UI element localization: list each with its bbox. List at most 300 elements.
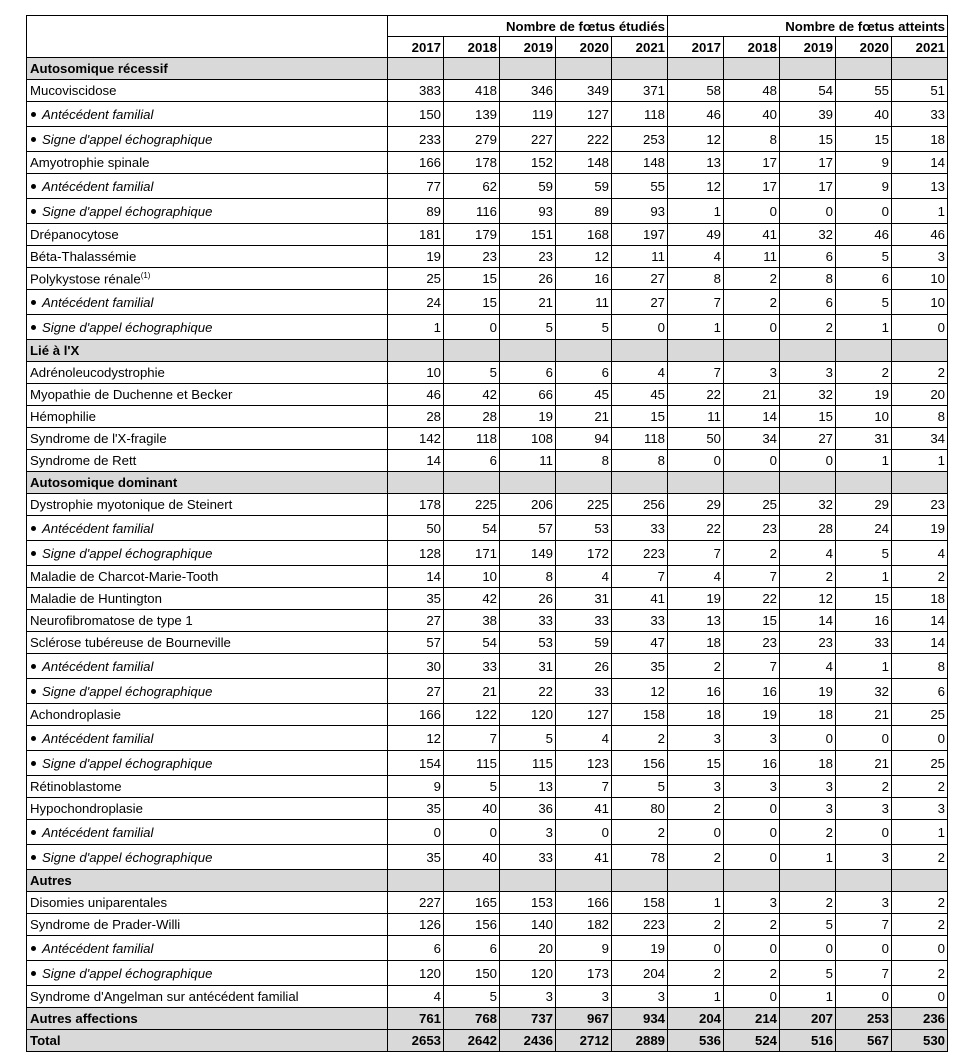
cell-affected-2019: 18 — [780, 704, 836, 726]
cell-studied-2020: 168 — [556, 224, 612, 246]
cell-studied-2020: 6 — [556, 362, 612, 384]
cell-studied-2018: 279 — [444, 127, 500, 152]
cell-affected-2018: 0 — [724, 315, 780, 340]
cell-affected-2020: 6 — [836, 268, 892, 290]
bullet-icon — [31, 689, 36, 694]
cell-affected-2021: 14 — [892, 152, 948, 174]
cell-affected-2020: 33 — [836, 632, 892, 654]
cell-affected-2020: 0 — [836, 936, 892, 961]
row-label — [27, 751, 388, 776]
cell-affected-2020: 16 — [836, 610, 892, 632]
section-fill-cell — [556, 58, 612, 80]
cell-studied-2017: 89 — [388, 199, 444, 224]
cell-affected-2018: 23 — [724, 632, 780, 654]
cell-affected-2020: 40 — [836, 102, 892, 127]
cell-studied-2018: 21 — [444, 679, 500, 704]
section-fill-cell — [388, 472, 444, 494]
cell-studied-2019: 346 — [500, 80, 556, 102]
cell-studied-2018: 178 — [444, 152, 500, 174]
cell-studied-2017: 57 — [388, 632, 444, 654]
cell-studied-2021: 27 — [612, 268, 668, 290]
section-fill-cell — [668, 870, 724, 892]
table-row — [27, 776, 948, 798]
cell-studied-2017: 25 — [388, 268, 444, 290]
row-label — [27, 798, 388, 820]
cell-affected-2021: 14 — [892, 610, 948, 632]
cell-studied-2021: 197 — [612, 224, 668, 246]
cell-studied-2017: 166 — [388, 152, 444, 174]
row-label-text: Antécédent familial — [42, 178, 154, 194]
cell-affected-2021: 23 — [892, 494, 948, 516]
row-label-text: Rétinoblastome — [30, 779, 122, 794]
table-row — [27, 268, 948, 290]
cell-studied-2019: 23 — [500, 246, 556, 268]
section-fill-cell — [556, 870, 612, 892]
cell-studied-2017: 6 — [388, 936, 444, 961]
cell-studied-2021: 3 — [612, 986, 668, 1008]
cell-studied-2019: 26 — [500, 268, 556, 290]
row-label — [27, 450, 388, 472]
bullet-icon — [31, 736, 36, 741]
cell-studied-2019: 8 — [500, 566, 556, 588]
row-label-text: Syndrome de l'X-fragile — [30, 431, 167, 446]
row-label — [27, 632, 388, 654]
row-label-text: Signe d'appel échographique — [42, 131, 213, 147]
cell-studied-2019: 33 — [500, 610, 556, 632]
row-label-text: Myopathie de Duchenne et Becker — [30, 387, 233, 402]
cell-studied-2017: 166 — [388, 704, 444, 726]
cell-affected-2019: 32 — [780, 224, 836, 246]
cell-studied-2020: 173 — [556, 961, 612, 986]
cell-affected-2017: 1 — [668, 892, 724, 914]
table-row — [27, 704, 948, 726]
cell-studied-2020: 127 — [556, 102, 612, 127]
sub-row — [27, 127, 948, 152]
table-row — [27, 450, 948, 472]
row-label-text: Neurofibromatose de type 1 — [30, 613, 193, 628]
cell-studied-2020: 16 — [556, 268, 612, 290]
cell-affected-2018: 3 — [724, 892, 780, 914]
cell-affected-2019: 39 — [780, 102, 836, 127]
cell-studied-2019: 20 — [500, 936, 556, 961]
cell-affected-2018: 22 — [724, 588, 780, 610]
cell-studied-2019: 19 — [500, 406, 556, 428]
header-empty-cell — [27, 37, 388, 58]
cell-affected-2018: 3 — [724, 362, 780, 384]
row-label-text: Antécédent familial — [42, 824, 154, 840]
cell-affected-2019: 1 — [780, 845, 836, 870]
cell-affected-2017: 29 — [668, 494, 724, 516]
table-row — [27, 892, 948, 914]
cell-affected-2018: 0 — [724, 820, 780, 845]
row-label-text: Antécédent familial — [42, 106, 154, 122]
cell-studied-2018: 418 — [444, 80, 500, 102]
section-label: Autosomique dominant — [27, 472, 388, 494]
cell-affected-2020: 21 — [836, 704, 892, 726]
cell-studied-2020: 26 — [556, 654, 612, 679]
row-label — [27, 102, 388, 127]
sub-row — [27, 845, 948, 870]
cell-studied-2018: 6 — [444, 450, 500, 472]
cell-studied-2019: 36 — [500, 798, 556, 820]
cell-studied-2020: 222 — [556, 127, 612, 152]
bullet-icon — [31, 137, 36, 142]
sub-row — [27, 315, 948, 340]
cell-studied-2019: 66 — [500, 384, 556, 406]
cell-affected-2020: 32 — [836, 679, 892, 704]
cell-studied-2021: 371 — [612, 80, 668, 102]
row-label — [27, 224, 388, 246]
cell-affected-2018: 41 — [724, 224, 780, 246]
cell-studied-2018: 0 — [444, 820, 500, 845]
cell-studied-2017: 50 — [388, 516, 444, 541]
cell-affected-2021: 10 — [892, 290, 948, 315]
section-row — [27, 58, 948, 80]
cell-affected-2018: 34 — [724, 428, 780, 450]
cell-affected-2017: 46 — [668, 102, 724, 127]
row-label-text: Antécédent familial — [42, 294, 154, 310]
cell-studied-2021: 27 — [612, 290, 668, 315]
cell-studied-2021: 93 — [612, 199, 668, 224]
row-label — [27, 494, 388, 516]
cell-affected-2018: 0 — [724, 986, 780, 1008]
cell-studied-2020: 2712 — [556, 1030, 612, 1052]
cell-affected-2019: 0 — [780, 936, 836, 961]
cell-affected-2021: 3 — [892, 246, 948, 268]
section-label: Lié à l'X — [27, 340, 388, 362]
cell-affected-2021: 19 — [892, 516, 948, 541]
cell-affected-2018: 25 — [724, 494, 780, 516]
cell-affected-2021: 1 — [892, 199, 948, 224]
row-label — [27, 704, 388, 726]
cell-studied-2017: 4 — [388, 986, 444, 1008]
cell-studied-2019: 5 — [500, 315, 556, 340]
sub-row — [27, 679, 948, 704]
cell-studied-2021: 253 — [612, 127, 668, 152]
section-fill-cell — [836, 340, 892, 362]
section-fill-cell — [612, 870, 668, 892]
table-row — [27, 406, 948, 428]
row-label-text: Total — [30, 1033, 61, 1048]
sub-row — [27, 516, 948, 541]
cell-studied-2017: 0 — [388, 820, 444, 845]
cell-studied-2020: 166 — [556, 892, 612, 914]
cell-affected-2017: 1 — [668, 315, 724, 340]
row-label-text: Antécédent familial — [42, 940, 154, 956]
cell-studied-2018: 62 — [444, 174, 500, 199]
cell-affected-2019: 32 — [780, 384, 836, 406]
cell-affected-2020: 2 — [836, 362, 892, 384]
cell-studied-2017: 2653 — [388, 1030, 444, 1052]
header-year-studied-2021: 2021 — [612, 37, 668, 58]
section-label: Autosomique récessif — [27, 58, 388, 80]
cell-studied-2021: 78 — [612, 845, 668, 870]
section-fill-cell — [780, 340, 836, 362]
header-year-studied-2019: 2019 — [500, 37, 556, 58]
section-fill-cell — [500, 472, 556, 494]
cell-studied-2020: 33 — [556, 679, 612, 704]
row-label-text: Adrénoleucodystrophie — [30, 365, 165, 380]
cell-studied-2019: 115 — [500, 751, 556, 776]
cell-affected-2020: 3 — [836, 845, 892, 870]
cell-affected-2020: 0 — [836, 199, 892, 224]
row-label — [27, 566, 388, 588]
cell-studied-2020: 41 — [556, 845, 612, 870]
cell-studied-2020: 967 — [556, 1008, 612, 1030]
cell-studied-2017: 10 — [388, 362, 444, 384]
cell-studied-2017: 35 — [388, 588, 444, 610]
cell-affected-2020: 5 — [836, 290, 892, 315]
cell-studied-2018: 5 — [444, 986, 500, 1008]
table-row — [27, 986, 948, 1008]
cell-studied-2020: 53 — [556, 516, 612, 541]
row-label — [27, 315, 388, 340]
cell-studied-2019: 3 — [500, 986, 556, 1008]
row-label-text: Hypochondroplasie — [30, 801, 143, 816]
cell-affected-2018: 0 — [724, 845, 780, 870]
row-label — [27, 290, 388, 315]
row-label — [27, 776, 388, 798]
cell-affected-2020: 15 — [836, 588, 892, 610]
section-fill-cell — [444, 472, 500, 494]
sub-row — [27, 961, 948, 986]
table-row — [27, 798, 948, 820]
section-fill-cell — [780, 870, 836, 892]
cell-studied-2019: 153 — [500, 892, 556, 914]
row-label-text: Disomies uniparentales — [30, 895, 168, 910]
cell-studied-2021: 118 — [612, 428, 668, 450]
cell-studied-2021: 5 — [612, 776, 668, 798]
cell-affected-2019: 2 — [780, 566, 836, 588]
section-fill-cell — [612, 340, 668, 362]
cell-affected-2019: 4 — [780, 654, 836, 679]
table-row — [27, 152, 948, 174]
cell-studied-2020: 4 — [556, 566, 612, 588]
cell-studied-2017: 126 — [388, 914, 444, 936]
bullet-icon — [31, 971, 36, 976]
cell-studied-2021: 934 — [612, 1008, 668, 1030]
section-fill-cell — [892, 340, 948, 362]
cell-studied-2018: 54 — [444, 632, 500, 654]
cell-affected-2018: 17 — [724, 152, 780, 174]
cell-studied-2020: 123 — [556, 751, 612, 776]
cell-affected-2019: 4 — [780, 541, 836, 566]
sub-row — [27, 726, 948, 751]
cell-studied-2018: 116 — [444, 199, 500, 224]
table-row — [27, 224, 948, 246]
cell-studied-2021: 33 — [612, 610, 668, 632]
row-label — [27, 541, 388, 566]
cell-affected-2021: 1 — [892, 820, 948, 845]
cell-affected-2020: 1 — [836, 654, 892, 679]
table-row — [27, 80, 948, 102]
cell-affected-2020: 19 — [836, 384, 892, 406]
cell-affected-2017: 7 — [668, 362, 724, 384]
cell-studied-2017: 761 — [388, 1008, 444, 1030]
cell-affected-2020: 21 — [836, 751, 892, 776]
cell-affected-2019: 5 — [780, 914, 836, 936]
cell-studied-2019: 53 — [500, 632, 556, 654]
row-label — [27, 845, 388, 870]
cell-affected-2021: 0 — [892, 726, 948, 751]
cell-studied-2021: 33 — [612, 516, 668, 541]
row-label-text: Signe d'appel échographique — [42, 683, 213, 699]
cell-affected-2021: 0 — [892, 986, 948, 1008]
section-fill-cell — [892, 472, 948, 494]
section-fill-cell — [612, 472, 668, 494]
cell-studied-2017: 128 — [388, 541, 444, 566]
row-label — [27, 199, 388, 224]
cell-studied-2021: 204 — [612, 961, 668, 986]
sub-row — [27, 936, 948, 961]
sub-row — [27, 654, 948, 679]
header-year-studied-2017: 2017 — [388, 37, 444, 58]
row-label-text: Syndrome d'Angelman sur antécédent familial — [30, 989, 299, 1004]
cell-studied-2017: 227 — [388, 892, 444, 914]
cell-affected-2019: 15 — [780, 127, 836, 152]
cell-studied-2017: 181 — [388, 224, 444, 246]
cell-affected-2017: 1 — [668, 199, 724, 224]
cell-affected-2021: 33 — [892, 102, 948, 127]
cell-studied-2018: 139 — [444, 102, 500, 127]
cell-affected-2017: 3 — [668, 776, 724, 798]
table-row — [27, 588, 948, 610]
cell-affected-2018: 23 — [724, 516, 780, 541]
section-fill-cell — [556, 472, 612, 494]
cell-affected-2018: 0 — [724, 199, 780, 224]
cell-affected-2020: 7 — [836, 914, 892, 936]
cell-studied-2020: 33 — [556, 610, 612, 632]
cell-affected-2019: 8 — [780, 268, 836, 290]
cell-studied-2019: 152 — [500, 152, 556, 174]
table-row — [27, 566, 948, 588]
cell-studied-2019: 140 — [500, 914, 556, 936]
cell-studied-2018: 0 — [444, 315, 500, 340]
cell-studied-2019: 737 — [500, 1008, 556, 1030]
section-fill-cell — [668, 58, 724, 80]
cell-affected-2020: 46 — [836, 224, 892, 246]
cell-affected-2017: 2 — [668, 654, 724, 679]
row-label-text: Sclérose tubéreuse de Bourneville — [30, 635, 231, 650]
cell-affected-2021: 2 — [892, 845, 948, 870]
cell-affected-2021: 6 — [892, 679, 948, 704]
cell-studied-2019: 120 — [500, 961, 556, 986]
cell-studied-2020: 59 — [556, 174, 612, 199]
cell-studied-2018: 10 — [444, 566, 500, 588]
section-fill-cell — [388, 870, 444, 892]
cell-affected-2020: 3 — [836, 798, 892, 820]
cell-affected-2017: 13 — [668, 610, 724, 632]
row-label-text: Signe d'appel échographique — [42, 319, 213, 335]
cell-studied-2019: 108 — [500, 428, 556, 450]
row-label — [27, 428, 388, 450]
row-label-text: Drépanocytose — [30, 227, 119, 242]
section-fill-cell — [836, 870, 892, 892]
total-row — [27, 1030, 948, 1052]
table-row — [27, 428, 948, 450]
row-label — [27, 936, 388, 961]
cell-studied-2017: 383 — [388, 80, 444, 102]
cell-affected-2017: 13 — [668, 152, 724, 174]
cell-studied-2019: 119 — [500, 102, 556, 127]
cell-studied-2021: 158 — [612, 892, 668, 914]
bullet-icon — [31, 325, 36, 330]
cell-studied-2017: 120 — [388, 961, 444, 986]
cell-studied-2018: 156 — [444, 914, 500, 936]
cell-studied-2021: 41 — [612, 588, 668, 610]
row-label-text: Hémophilie — [30, 409, 96, 424]
section-fill-cell — [724, 472, 780, 494]
cell-affected-2021: 46 — [892, 224, 948, 246]
cell-affected-2019: 3 — [780, 362, 836, 384]
cell-affected-2018: 48 — [724, 80, 780, 102]
cell-affected-2017: 7 — [668, 541, 724, 566]
cell-affected-2020: 253 — [836, 1008, 892, 1030]
cell-studied-2017: 27 — [388, 610, 444, 632]
cell-affected-2018: 7 — [724, 654, 780, 679]
cell-affected-2020: 29 — [836, 494, 892, 516]
cell-studied-2017: 14 — [388, 566, 444, 588]
cell-studied-2021: 19 — [612, 936, 668, 961]
cell-studied-2021: 7 — [612, 566, 668, 588]
sub-row — [27, 541, 948, 566]
row-label — [27, 1008, 388, 1030]
cell-studied-2017: 28 — [388, 406, 444, 428]
cell-studied-2018: 165 — [444, 892, 500, 914]
cell-affected-2021: 34 — [892, 428, 948, 450]
bullet-icon — [31, 209, 36, 214]
cell-affected-2019: 54 — [780, 80, 836, 102]
cell-affected-2021: 18 — [892, 127, 948, 152]
row-label-text: Signe d'appel échographique — [42, 965, 213, 981]
cell-studied-2020: 8 — [556, 450, 612, 472]
section-fill-cell — [444, 58, 500, 80]
cell-studied-2018: 150 — [444, 961, 500, 986]
section-fill-cell — [500, 58, 556, 80]
row-label — [27, 174, 388, 199]
cell-affected-2017: 2 — [668, 914, 724, 936]
header-year-affected-2021: 2021 — [892, 37, 948, 58]
cell-affected-2020: 0 — [836, 986, 892, 1008]
cell-studied-2021: 4 — [612, 362, 668, 384]
cell-affected-2021: 530 — [892, 1030, 948, 1052]
cell-affected-2018: 3 — [724, 776, 780, 798]
section-fill-cell — [388, 58, 444, 80]
cell-studied-2019: 13 — [500, 776, 556, 798]
section-fill-cell — [724, 340, 780, 362]
cell-studied-2020: 31 — [556, 588, 612, 610]
cell-affected-2021: 2 — [892, 892, 948, 914]
cell-affected-2018: 3 — [724, 726, 780, 751]
row-label-text: Signe d'appel échographique — [42, 545, 213, 561]
cell-affected-2021: 18 — [892, 588, 948, 610]
table-row — [27, 632, 948, 654]
cell-affected-2017: 22 — [668, 384, 724, 406]
header-year-affected-2020: 2020 — [836, 37, 892, 58]
section-fill-cell — [500, 870, 556, 892]
cell-affected-2019: 19 — [780, 679, 836, 704]
row-label-text: Antécédent familial — [42, 520, 154, 536]
cell-affected-2019: 6 — [780, 290, 836, 315]
cell-studied-2020: 12 — [556, 246, 612, 268]
cell-affected-2019: 2 — [780, 820, 836, 845]
cell-studied-2019: 22 — [500, 679, 556, 704]
cell-studied-2019: 151 — [500, 224, 556, 246]
row-label — [27, 127, 388, 152]
cell-affected-2017: 4 — [668, 246, 724, 268]
cell-studied-2021: 2 — [612, 726, 668, 751]
cell-studied-2021: 80 — [612, 798, 668, 820]
